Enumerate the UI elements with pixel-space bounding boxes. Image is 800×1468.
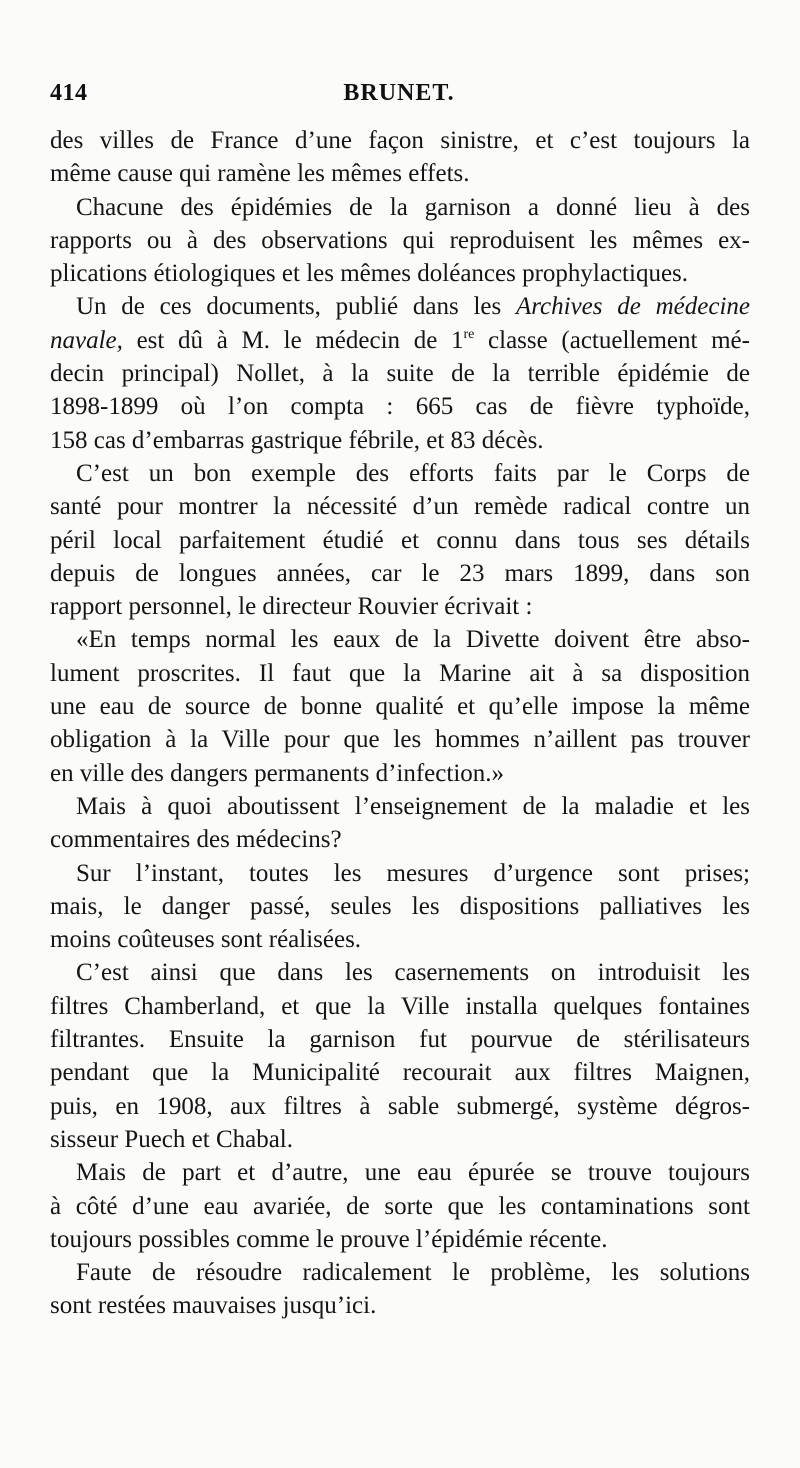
text-line [50,1056,750,1089]
text-line-text: est dû à M. le médecin de 1 [122,326,464,354]
text-line-text: des villes de France d’une façon sinistre, et c’est toujours la [50,127,750,154]
text-line [50,1223,750,1256]
text-line [50,557,750,590]
text-line-text: péril local parfaitement étudié et connu dans tous ses détails [50,526,750,554]
text-line-text: «En temps normal les eaux de la Divette doivent être abso- [76,626,750,654]
text-line-text: Chacune des épidémies de la garnison a donné lieu à des [76,193,750,221]
text-line-text: depuis de longues années, car le 23 mars 1899, dans son [50,559,750,587]
text-line [50,857,750,890]
text-line-tail: classe (actuellement mé- [474,326,750,354]
running-head [50,80,748,114]
text-line-text: pendant que la Municipalité recourait aux filtres Maignen, [50,1059,750,1087]
text-line [50,623,750,656]
text-line-text: 158 cas d’embarras gastrique fébrile, et 83 décès. [50,426,544,454]
text-line [50,290,750,323]
text-line [50,424,750,457]
header-title: BRUNET. [343,80,455,106]
text-line-text: en ville des dangers permanents d’infection.» [50,759,505,787]
text-line-text: lument proscrites. Il faut que la Marine ait à sa disposition [50,659,750,687]
text-line-text: rapport personnel, le directeur Rouvier écrivait : [50,593,533,621]
text-line-text: Un de ces documents, publié dans les [76,293,502,321]
text-line [50,257,750,290]
text-line-text: C’est un bon exemple des efforts faits par le Corps de [76,459,750,487]
text-line-text: Mais à quoi aboutissent l’enseignement de la maladie et les [76,792,750,820]
text-line-text: mais, le danger passé, seules les dispositions palliatives les [50,892,750,920]
text-line [50,1256,750,1289]
text-line [50,191,750,224]
page-number: 414 [50,80,88,106]
text-line-text: commentaires des médecins? [50,826,342,854]
text-line-text: Mais de part et d’autre, une eau épurée se trouve toujours [76,1159,750,1187]
text-line-text: C’est ainsi que dans les casernements on introduisit les [76,959,750,987]
text-line [50,390,750,423]
text-line-text: obligation à la Ville pour que les hommes n’aillent pas trouver [50,726,750,754]
text-line [50,1123,750,1156]
text-line-text: plications étiologiques et les mêmes doléances prophylactiques. [50,260,689,288]
text-line [50,1190,750,1223]
text-line-text: sisseur Puech et Chabal. [50,1125,294,1153]
text-line-text: une eau de source de bonne qualité et qu’elle impose la même [50,693,750,721]
text-line [50,590,750,623]
text-line-text: filtrantes. Ensuite la garnison fut pourvue de stérilisateurs [50,1026,750,1054]
text-line-text: à côté d’une eau avariée, de sorte que les contaminations sont [50,1192,750,1220]
body-text [50,124,750,1323]
text-line-text: puis, en 1908, aux filtres à sable submergé, système dégros- [50,1092,750,1120]
text-line-text: rapports ou à des observations qui reproduisent les mêmes ex- [50,226,750,254]
text-line-text: filtres Chamberland, et que la Ville installa quelques fontaines [50,992,750,1020]
text-line-text: 1898-1899 où l’on compta : 665 cas de fièvre typhoïde, [50,393,750,421]
text-line-text: même cause qui ramène les mêmes effets. [50,160,470,188]
text-line [50,990,750,1023]
text-line [50,157,750,190]
text-line-italic: navale, [50,326,123,354]
text-line [50,524,750,557]
text-line-text: toujours possibles comme le prouve l’épidémie récente. [50,1225,608,1253]
text-line-text: moins coûteuses sont réalisées. [50,926,362,954]
text-line-text: decin principal) Nollet, à la suite de la terrible épidémie de [50,360,750,388]
text-line-sup: re [463,326,475,342]
text-line [50,657,750,690]
text-line [50,1156,750,1189]
text-line [50,723,750,756]
text-line [50,1289,750,1322]
text-line-italic: Archives de médecine [515,293,750,321]
text-line [50,823,750,856]
text-line [50,490,750,523]
text-line [50,1090,750,1123]
text-line-text: santé pour montrer la nécessité d’un remède radical contre un [50,493,750,521]
text-line [50,923,750,956]
text-line-text: Faute de résoudre radicalement le problème, les solutions [76,1259,750,1287]
text-line [50,757,750,790]
text-line [50,1023,750,1056]
text-line [50,790,750,823]
text-line [50,357,750,390]
text-line [50,956,750,989]
text-line [50,324,750,357]
text-line [50,124,750,157]
text-line-text: sont restées mauvaises jusqu’ici. [50,1292,377,1320]
text-line [50,224,750,257]
text-line [50,690,750,723]
text-line [50,457,750,490]
text-line-text: Sur l’instant, toutes les mesures d’urgence sont prises; [76,859,750,887]
text-line [50,890,750,923]
